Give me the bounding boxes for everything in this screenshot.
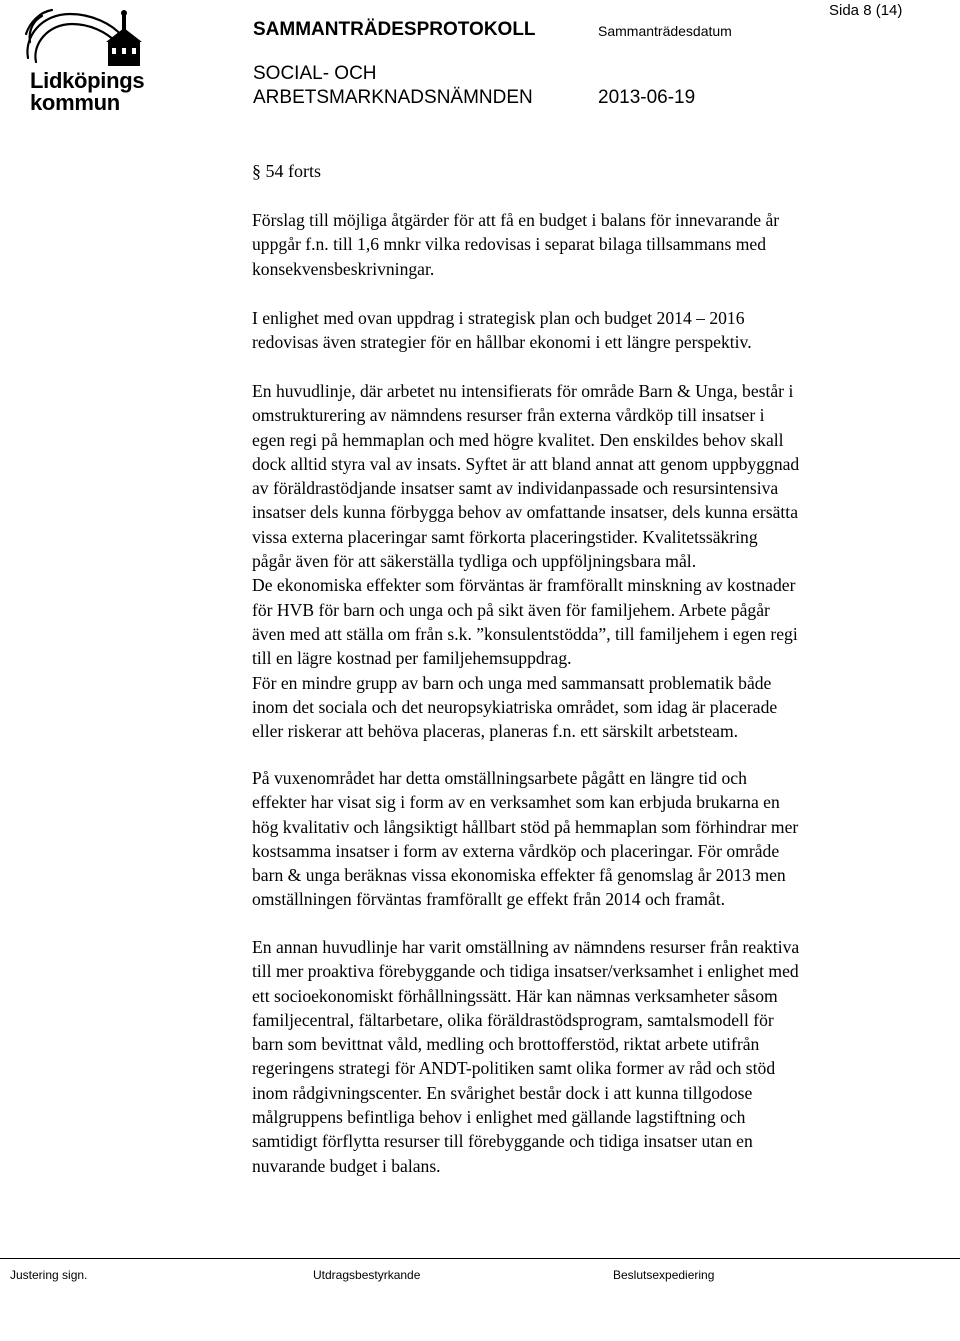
text-line: omstrukturering av nämndens resurser från externa vårdköp till insatser i — [252, 405, 765, 426]
text-line: Förslag till möjliga åtgärder för att få en budget i balans för innevarande år — [252, 210, 780, 230]
text-line: barn & unga beräknas vissa ekonomiska effekter få genomslag år 2013 men — [252, 865, 786, 886]
text-line: För en mindre grupp av barn och unga med sammansatt problematik både — [252, 672, 772, 693]
paragraph — [252, 379, 799, 743]
text-line: även med att ställa om från s.k. ”konsulentstödda”, till familjehem i egen regi — [252, 623, 798, 644]
text-line: inom det sociala och det neuropsykiatriska området, som idag är placerade — [252, 696, 778, 717]
text-line: effekter har visat sig i form av en verksamhet som kan erbjuda brukarna en — [252, 792, 780, 813]
committee-name-line2: ARBETSMARKNADSNÄMNDEN — [253, 87, 533, 108]
footer-utdrag-label: Utdragsbestyrkande — [313, 1268, 421, 1282]
text-line: hög kvalitativ och långsiktigt hållbart stöd på hemmaplan som förhindrar mer — [252, 816, 799, 837]
text-line: till en lägre kostnad per familjehemsuppdrag. — [252, 648, 572, 669]
text-line: uppgår f.n. till 1,6 mnkr vilka redovisas i separat bilaga tillsammans med — [252, 234, 767, 255]
meeting-date: 2013-06-19 — [598, 87, 696, 108]
text-line: I enlighet med ovan uppdrag i strategisk plan och budget 2014 – 2016 — [252, 308, 745, 328]
paragraph — [252, 306, 752, 355]
committee-name-line1: SOCIAL- OCH — [253, 63, 377, 84]
text-line: pågår även för att säkerställa tydliga och uppföljningsbara mål. — [252, 551, 697, 572]
logo-text-line1: Lidköpings — [30, 68, 145, 93]
date-label: Sammanträdesdatum — [598, 23, 732, 39]
text-line: för HVB för barn och unga och på sikt även för familjehem. Arbete pågår — [252, 599, 770, 620]
text-line: På vuxenområdet har detta omställningsarbete pågått en längre tid och — [252, 768, 747, 788]
text-line: samtidigt förflytta resurser till förebyggande och tidiga insatser utan en — [252, 1131, 753, 1152]
text-line: egen regi på hemmaplan och med högre kvalitet. Den enskildes behov skall — [252, 429, 784, 450]
text-line: familjecentral, fältarbetare, olika föräldrastödsprogram, samtalsmodell för — [252, 1009, 774, 1030]
text-line: nuvarande budget i balans. — [252, 1155, 441, 1176]
text-line: En huvudlinje, där arbetet nu intensifierats för område Barn & Unga, består i — [252, 381, 794, 401]
text-line: De ekonomiska effekter som förväntas är framförallt minskning av kostnader — [252, 575, 796, 596]
paragraph — [252, 766, 798, 912]
text-line: till mer proaktiva förebyggande och tidiga insatser/verksamhet i enlighet med — [252, 961, 799, 982]
text-line: av föräldrastödjande insatser samt av individanpassade och resursintensiva — [252, 478, 779, 499]
logo-text-line2: kommun — [30, 90, 120, 115]
text-line: barn som bevittnat våld, medling och brottofferstöd, riktat arbete utifrån — [252, 1034, 760, 1055]
text-line: En annan huvudlinje har varit omställning av nämndens resurser från reaktiva — [252, 937, 800, 957]
text-line: konsekvensbeskrivningar. — [252, 258, 435, 279]
footer-divider — [0, 1258, 960, 1259]
text-line: omställningen förväntas framförallt ge effekt från 2014 och framåt. — [252, 889, 726, 910]
text-line: eller riskerar att behöva placeras, planeras f.n. ett särskilt arbetsteam. — [252, 721, 739, 742]
text-line: ett socioekonomiskt förhållningssätt. Här kan nämnas verksamheter såsom — [252, 985, 778, 1006]
page-number: Sida 8 (14) — [829, 2, 903, 19]
text-line: insatser dels kunna förbygga behov av omfattande insatser, dels kunna ersätta — [252, 502, 798, 523]
paragraph — [252, 208, 779, 281]
text-line: målgruppens befintliga behov i enlighet med gällande lagstiftning och — [252, 1107, 746, 1128]
text-line: redovisas även strategier för en hållbar ekonomi i ett längre perspektiv. — [252, 332, 752, 353]
footer-justering-label: Justering sign. — [10, 1268, 88, 1282]
text-line: kostsamma insatser i form av externa vårdköp och placeringar. För område — [252, 840, 780, 861]
section-heading: § 54 forts — [252, 161, 321, 181]
paragraph — [252, 935, 799, 1178]
document-title: SAMMANTRÄDESPROTOKOLL — [253, 19, 536, 40]
text-line: dock alltid styra val av insats. Syftet är att bland annat att genom uppbyggnad — [252, 453, 800, 474]
footer-beslut-label: Beslutsexpediering — [613, 1268, 715, 1282]
text-line: inom rådgivningscenter. En svårighet består dock i att kunna tillgodose — [252, 1082, 753, 1103]
text-line: vissa externa placeringar samt förkorta placeringstider. Kvalitetssäkring — [252, 526, 758, 547]
text-line: regeringens strategi för ANDT-politiken samt olika former av råd och stöd — [252, 1058, 776, 1079]
